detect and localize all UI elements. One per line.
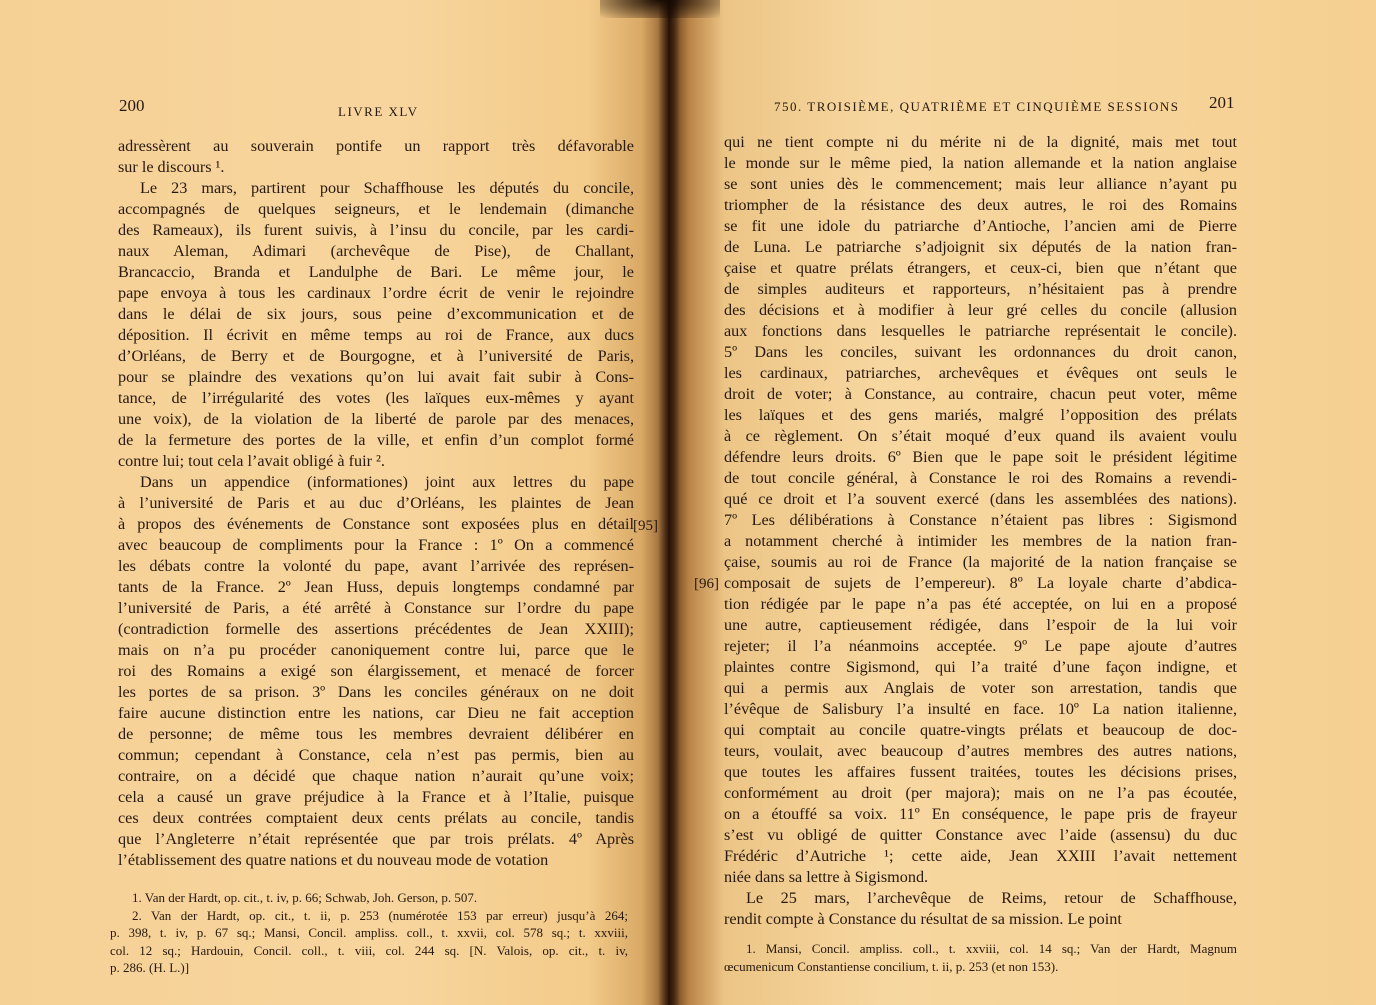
- text-line: de personne; de même tous les membres devraient délibérer en: [118, 725, 634, 743]
- text-line: faire aucune distinction entre les nations, car Dieu ne fait acception: [118, 704, 634, 722]
- page-number-right: 201: [1209, 93, 1235, 112]
- text-line: se fit une idole du patriarche d’Antioche, l’ancien ami de Pierre: [724, 217, 1237, 235]
- text-line: l’établissement des quatre nations et du nouveau mode de votation: [118, 851, 549, 869]
- text-line: triompher de la résistance des deux autres, le roi des Romains: [724, 196, 1237, 214]
- left-footnotes: [110, 889, 628, 977]
- text-line: une voix), de la violation de la liberté de parole par des menaces,: [118, 410, 634, 428]
- text-line: avec beaucoup de compliments pour la France : 1º On a commencé: [118, 536, 634, 554]
- text-line: des décisions et à modifier à leur gré celles du concile (allusion: [724, 301, 1237, 319]
- left-body-text: [118, 136, 634, 871]
- text-line: d’Orléans, de Berry et de Bourgogne, et à l’université de Paris,: [118, 347, 634, 365]
- footnote-line: p. 398, t. iv, p. 67 sq.; Mansi, Concil. ampliss. coll., t. xxvii, col. 578 sq.; t. xxviii,: [110, 925, 628, 940]
- text-line: teurs, voulait, avec beaucoup d’autres membres des autres nations,: [724, 742, 1237, 760]
- text-line: Le 23 mars, partirent pour Schaffhouse les députés du concile,: [140, 179, 634, 197]
- text-line: sur le discours ¹.: [118, 158, 225, 176]
- text-line: Brancaccio, Branda et Landulphe de Bari. Le même jour, le: [118, 263, 634, 281]
- footnote-line: 1. Mansi, Concil. ampliss. coll., t. xxviii, col. 14 sq.; Van der Hardt, Magnum: [746, 941, 1237, 956]
- text-line: à ce règlement. On s’était moqué d’eux quand ils avaient voulu: [724, 427, 1237, 445]
- text-line: défendre leurs droits. 6º Bien que le pape soit le président légitime: [724, 448, 1237, 466]
- text-line: pour se plaindre des vexations qu’on lui avait fait subir à Cons-: [118, 368, 634, 386]
- text-line: que toutes les affaires fussent traitées, toutes les décisions prises,: [724, 763, 1237, 781]
- text-line: les portes de sa prison. 3º Dans les conciles généraux on ne doit: [118, 683, 634, 701]
- text-line: de simples auditeurs et rapporteurs, n’hésitaient pas à prendre: [724, 280, 1237, 298]
- text-line: rejeter; il l’a néanmoins acceptée. 9º Le pape ajoute d’autres: [724, 637, 1237, 655]
- text-line: le monde sur le même pied, la nation allemande et la nation anglaise: [724, 154, 1237, 172]
- text-line: contre lui; tout cela l’avait obligé à fuir ².: [118, 452, 385, 470]
- text-line: conformément au droit (per majora); mais on ne l’a pas écoutée,: [724, 784, 1237, 802]
- text-line: qué ce droit et l’a souvent exercé (dans les assemblées des nations).: [724, 490, 1237, 508]
- text-line: commun; cependant à Constance, cela n’est pas permis, bien au: [118, 746, 634, 764]
- page-number-left: 200: [119, 96, 145, 115]
- text-line: tance, de l’irrégularité des votes (les laïques eux-mêmes y ayant: [118, 389, 634, 407]
- text-line: 7º Les délibérations à Constance n’étaient pas libres : Sigismond: [724, 511, 1237, 529]
- footnote-line: 1. Van der Hardt, op. cit., t. iv, p. 66; Schwab, Joh. Gerson, p. 507.: [132, 890, 478, 905]
- footnote-line: 2. Van der Hardt, op. cit., t. ii, p. 253 (numérotée 153 par erreur) jusqu’à 264;: [132, 907, 628, 923]
- text-line: contraire, on a décidé que chaque nation n’aurait qu’une voix;: [118, 767, 634, 785]
- text-line: droit de voter; à Constance, au contraire, chacun peut voter, même: [724, 385, 1237, 403]
- running-head-left: LIVRE XLV: [338, 104, 419, 119]
- margin-note-left: [95]: [633, 518, 658, 534]
- text-line: ces deux contrées comptaient deux cents prélats au concile, tandis: [118, 809, 634, 827]
- text-line: l’évêque de Salisbury l’a insulté en face. 10º La nation italienne,: [724, 700, 1237, 718]
- text-line: aux fonctions dans lesquelles le patriarche représentait le concile).: [724, 322, 1237, 340]
- right-page: [668, 0, 1376, 1005]
- text-line: à l’université de Paris et au duc d’Orléans, les plaintes de Jean: [118, 494, 634, 512]
- text-line: se sont unies dès le commencement; mais leur alliance n’ayant pu: [724, 175, 1237, 193]
- footnote-line: œcumenicum Constantiense concilium, t. ii, p. 253 (et non 153).: [724, 958, 1059, 974]
- book-gutter: [658, 0, 680, 1005]
- text-line: les cardinaux, patriarches, archevêques et évêques ont seuls le: [724, 364, 1237, 382]
- text-line: çaise, soumis au roi de France (la majorité de la nation française se: [724, 553, 1237, 571]
- text-line: adressèrent au souverain pontife un rapport très défavorable: [118, 137, 634, 155]
- right-footnotes: [724, 940, 1237, 975]
- text-line: pape envoya à tous les cardinaux l’ordre écrit de venir le rejoindre: [118, 284, 634, 302]
- text-line: à propos des événements de Constance sont exposées plus en détail: [118, 515, 634, 533]
- text-line: rendit compte à Constance du résultat de sa mission. Le point: [724, 910, 1122, 928]
- text-line: tion rédigée par le pape n’a pas été acceptée, on lui en a proposé: [724, 595, 1237, 613]
- left-page: [0, 0, 668, 1005]
- gutter-shadow: [600, 0, 720, 18]
- text-line: composait de sujets de l’empereur). 8º La loyale charte d’abdica-: [724, 574, 1237, 592]
- text-line: l’université de Paris, a été arrêté à Constance sur l’ordre du pape: [118, 599, 634, 617]
- right-body-text: [724, 132, 1237, 930]
- text-line: que l’Angleterre n’était représentée que par trois prélats. 4º Après: [118, 830, 634, 848]
- running-head-right: 750. TROISIÈME, QUATRIÈME ET CINQUIÈME SESSIONS: [774, 99, 1180, 114]
- text-line: de la fermeture des portes de la ville, et enfin d’un complot formé: [118, 431, 634, 449]
- text-line: une autre, captieusement rédigée, dans l’espoir de la lui voir: [724, 616, 1237, 634]
- text-line: les débats contre la volonté du pape, avant l’arrivée des représen-: [118, 557, 634, 575]
- text-line: déposition. Il écrivit en même temps au roi de France, aux ducs: [118, 326, 634, 344]
- text-line: mais on n’a pu procéder canoniquement contre lui, parce que le: [118, 641, 634, 659]
- text-line: on a étouffé sa voix. 11º En conséquence, le pape pris de frayeur: [724, 805, 1237, 823]
- text-line: 5º Dans les conciles, suivant les ordonnances du droit canon,: [724, 343, 1237, 361]
- text-line: roi des Romains a exigé son élargissement, et menacé de forcer: [118, 662, 634, 680]
- text-line: naux Aleman, Adimari (archevêque de Pise), de Challant,: [118, 242, 634, 260]
- text-line: Frédéric d’Autriche ¹; cette aide, Jean XXIII l’avait nettement: [724, 847, 1237, 865]
- text-line: les laïques et des gens mariés, malgré l’opposition des prélats: [724, 406, 1237, 424]
- text-line: cela a causé un grave préjudice à la France et à l’Italie, puisque: [118, 788, 634, 806]
- text-line: dans le délai de six jours, sous peine d’excommunication et de: [118, 305, 634, 323]
- text-line: (contradiction formelle des assertions précédentes de Jean XXIII);: [118, 620, 634, 638]
- text-line: Dans un appendice (informationes) joint aux lettres du pape: [140, 473, 634, 491]
- footnote-line: col. 12 sq.; Hardouin, Concil. coll., t. viii, col. 244 sq. [N. Valois, op. cit., t. iv,: [110, 942, 628, 958]
- text-line: des Rameaux), ils furent suivis, à l’insu du concile, par les cardi-: [118, 221, 634, 239]
- text-line: tants de la France. 2º Jean Huss, depuis longtemps condamné par: [118, 578, 634, 596]
- text-line: s’est vu obligé de quitter Constance avec l’aide (assensu) du duc: [724, 826, 1237, 844]
- text-line: niée dans sa lettre à Sigismond.: [724, 868, 929, 886]
- text-line: accompagnés de quelques seigneurs, et le lendemain (dimanche: [118, 200, 634, 218]
- text-line: Le 25 mars, l’archevêque de Reims, retour de Schaffhouse,: [746, 889, 1237, 907]
- text-line: a notamment cherché à intimider les membres de la nation fran-: [724, 532, 1237, 550]
- text-line: qui ne tient compte ni du mérite ni de la dignité, mais met tout: [724, 133, 1237, 151]
- text-line: çaise et quatre prélats étrangers, et ceux-ci, bien que n’étant que: [724, 259, 1237, 277]
- text-line: de tout concile général, à Constance le roi des Romains a revendi-: [724, 469, 1237, 487]
- footnote-line: p. 286. (H. L.)]: [110, 960, 190, 975]
- text-line: qui comptait au concile quatre-vingts prélats et beaucoup de doc-: [724, 721, 1237, 739]
- text-line: de Luna. Le patriarche s’adjoignit six députés de la nation fran-: [724, 238, 1237, 256]
- margin-note-right: [96]: [694, 576, 719, 592]
- text-line: qui a permis aux Anglais de voter son arrestation, tandis que: [724, 679, 1237, 697]
- text-line: plaintes contre Sigismond, qui l’a traité d’une façon indigne, et: [724, 658, 1237, 676]
